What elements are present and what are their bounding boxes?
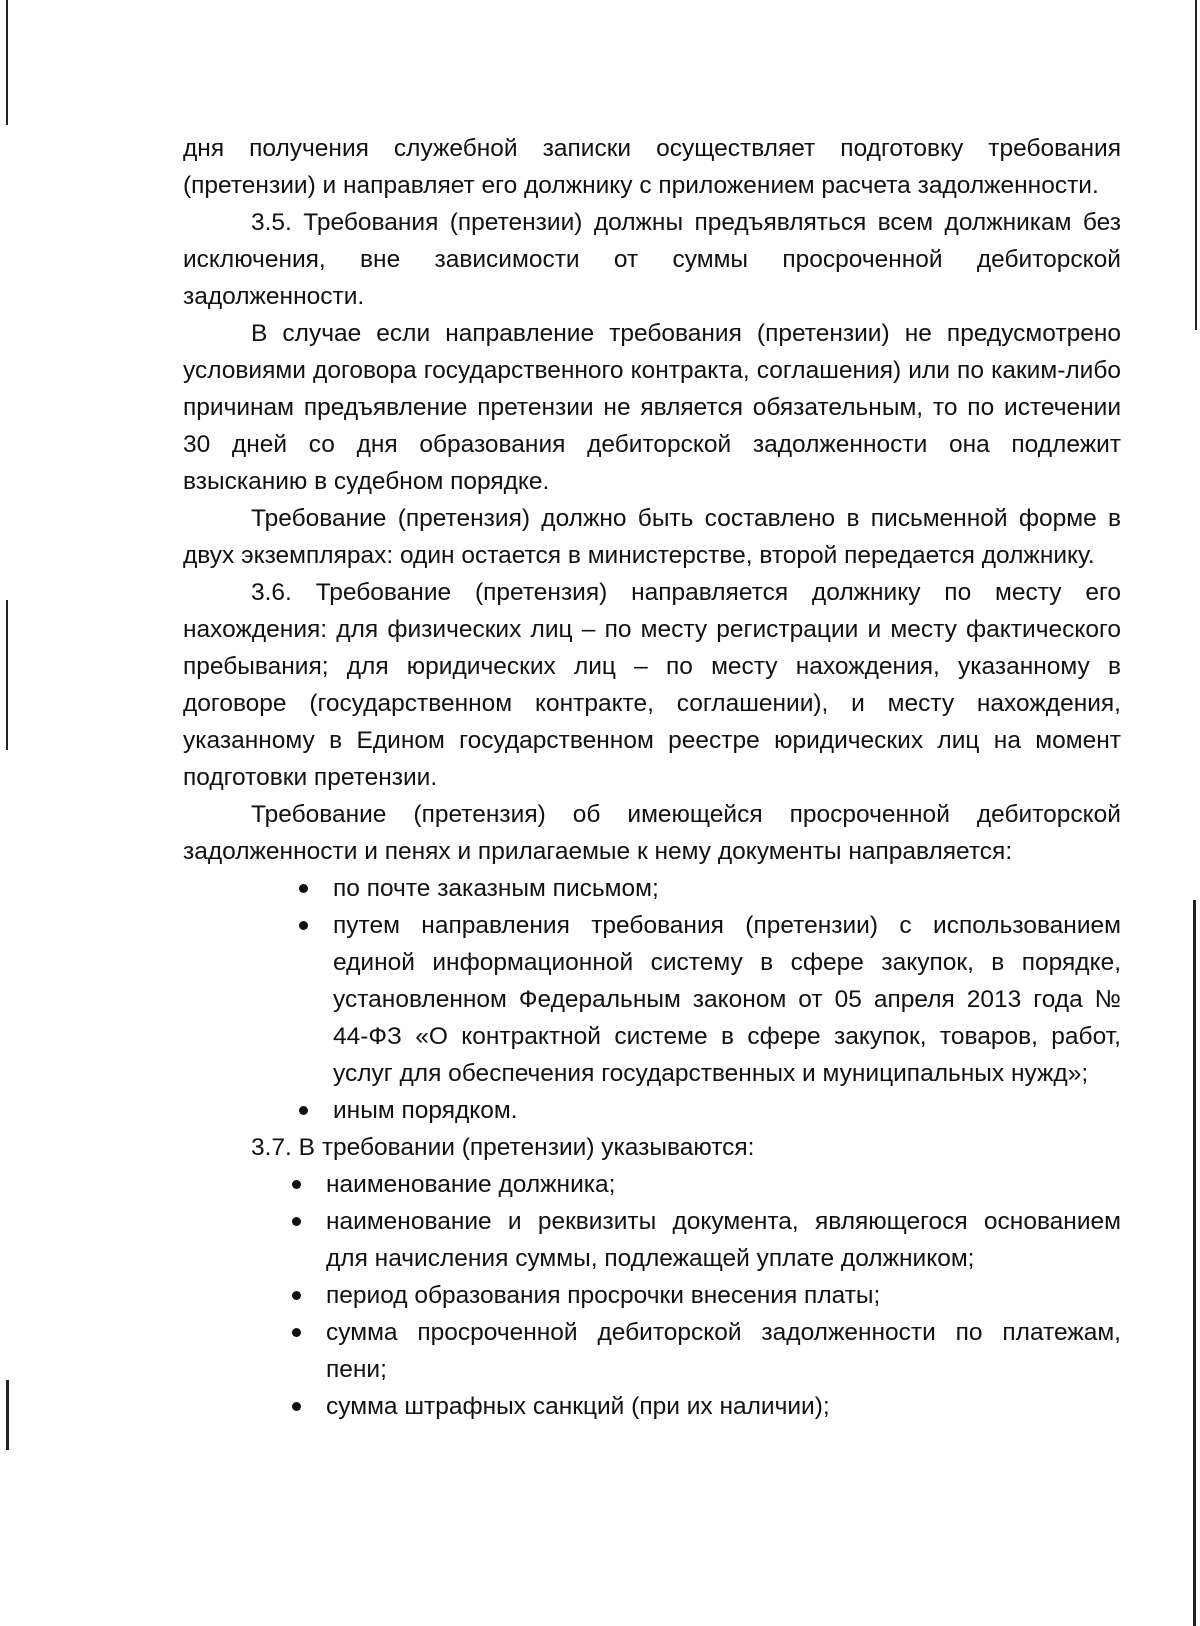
list-item <box>333 870 1121 907</box>
list-item-text: сумма штрафных санкций (при их наличии); <box>326 1393 830 1420</box>
scan-edge-left-2 <box>6 600 8 750</box>
sending-methods-list <box>183 870 1121 1129</box>
list-item <box>333 1092 1121 1129</box>
list-item <box>326 1388 1121 1425</box>
list-item <box>326 1314 1121 1388</box>
claim-contents-list <box>183 1166 1121 1425</box>
bullet-icon <box>292 1328 301 1337</box>
scan-edge-right-1 <box>1195 0 1197 330</box>
paragraph-3-7: 3.7. В требовании (претензии) указываются: <box>251 1134 755 1161</box>
bullet-icon <box>299 921 308 930</box>
paragraph-written-form: Требование (претензия) должно быть составлено в письменной форме в двух экземплярах: один остается в министерстве, второй передается должнику. <box>183 505 1121 569</box>
bullet-icon <box>299 1106 308 1115</box>
paragraph-continuation: дня получения служебной записки осуществляет подготовку требования (претензии) и направляет его должнику с приложением расчета задолженности. <box>183 135 1121 199</box>
scan-edge-right-2 <box>1193 900 1196 1626</box>
scan-edge-left-3 <box>6 1380 9 1450</box>
list-item-text: период образования просрочки внесения платы; <box>326 1282 881 1309</box>
list-item-text: сумма просроченной дебиторской задолженности по платежам, пени; <box>326 1319 1121 1383</box>
document-body <box>183 130 1121 1425</box>
paragraph-3-6: 3.6. Требование (претензия) направляется должнику по месту его нахождения: для физических лиц – по месту регистрации и месту фактического пребывания; для юридических лиц – по месту нахождения, указанному в договоре (государственном контракте, соглашении), и месту нахождения, указанному в Едином государственном реестре юридических лиц на момент подготовки претензии. <box>183 579 1121 791</box>
list-item-text: наименование и реквизиты документа, являющегося основанием для начисления суммы, подлежащей уплате должником; <box>326 1208 1121 1272</box>
bullet-icon <box>292 1291 301 1300</box>
bullet-icon <box>299 884 308 893</box>
list-item <box>326 1203 1121 1277</box>
list-item-text: иным порядком. <box>333 1097 518 1124</box>
list-item <box>326 1277 1121 1314</box>
list-item <box>326 1166 1121 1203</box>
list-item <box>333 907 1121 1092</box>
bullet-icon <box>292 1402 301 1411</box>
list-item-text: наименование должника; <box>326 1171 616 1198</box>
list-item-text: по почте заказным письмом; <box>333 875 659 902</box>
paragraph-case: В случае если направление требования (претензии) не предусмотрено условиями договора государственного контракта, соглашения) или по каким-либо причинам предъявление претензии не является обязательным, то по истечении 30 дней со дня образования дебиторской задолженности она подлежит взысканию в судебном порядке. <box>183 320 1121 495</box>
list-item-text: путем направления требования (претензии) с использованием единой информационной систему в сфере закупок, в порядке, установленном Федеральным законом от 05 апреля 2013 года № 44-ФЗ «О контрактной системе в сфере закупок, товаров, работ, услуг для обеспечения государственных и муниципальных нужд»; <box>333 912 1121 1087</box>
paragraph-sending: Требование (претензия) об имеющейся просроченной дебиторской задолженности и пенях и прилагаемые к нему документы направляется: <box>183 801 1121 865</box>
bullet-icon <box>292 1217 301 1226</box>
paragraph-3-5: 3.5. Требования (претензии) должны предъявляться всем должникам без исключения, вне зависимости от суммы просроченной дебиторской задолженности. <box>183 209 1121 310</box>
scan-edge-left-1 <box>6 0 8 125</box>
bullet-icon <box>292 1180 301 1189</box>
